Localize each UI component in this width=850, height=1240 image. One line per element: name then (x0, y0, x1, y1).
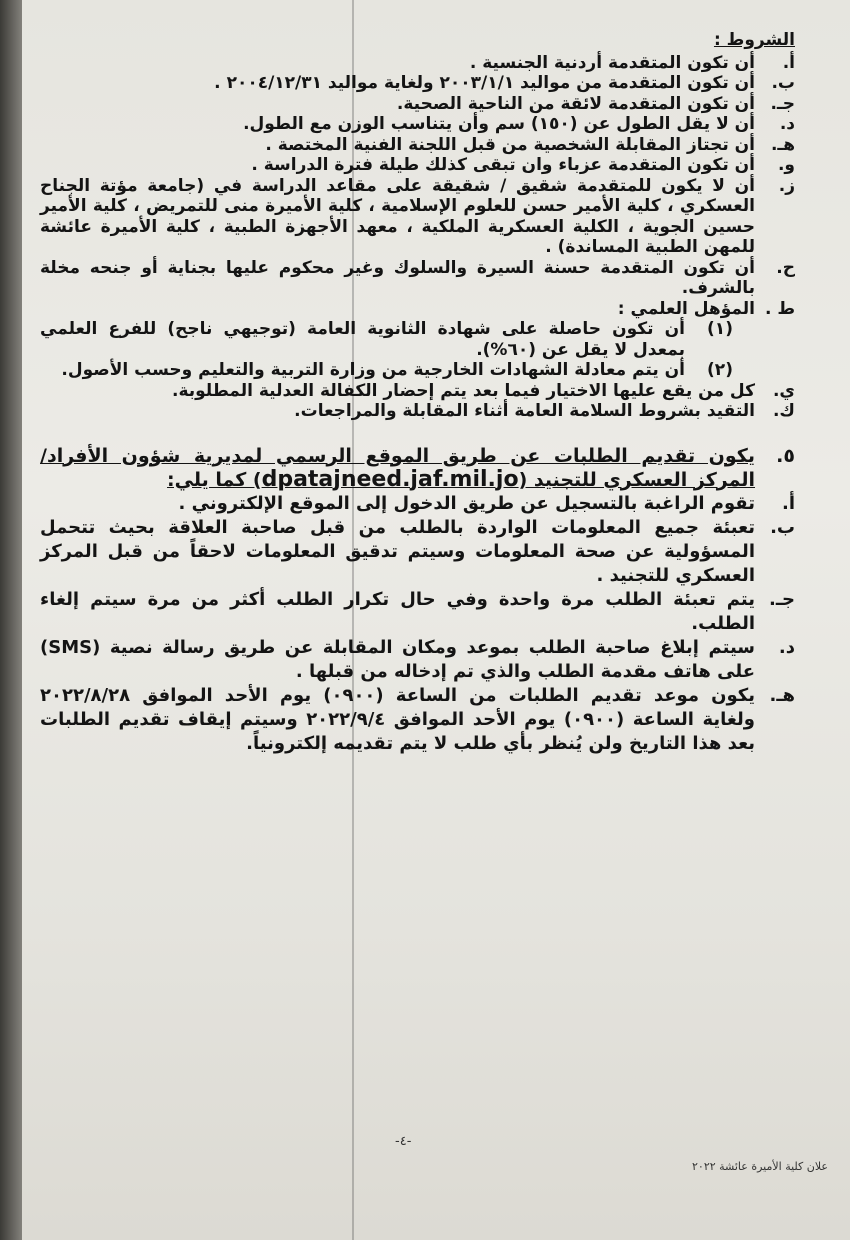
item-marker: ب. (770, 516, 795, 538)
item-marker: (٢) (707, 360, 733, 380)
item-text: أن تكون حاصلة على شهادة الثانوية العامة (توجيهي ناجح) للفرع العلمي بمعدل لا يقل عن (٦٠%). (40, 319, 685, 360)
item-marker: د. (779, 114, 795, 134)
item-text: كل من يقع عليها الاختيار فيما بعد يتم إحضار الكفالة العدلية المطلوبة. (172, 380, 755, 401)
item-marker: (١) (707, 319, 733, 339)
item-marker: أ. (781, 492, 795, 514)
condition-item (40, 114, 795, 135)
condition-item (40, 258, 795, 299)
item-marker: جـ. (770, 93, 795, 114)
qualification-item (40, 360, 755, 381)
conditions-heading: الشروط : (713, 30, 795, 50)
condition-item (40, 381, 795, 402)
qualification-item (40, 319, 755, 360)
condition-item (40, 155, 795, 176)
condition-item (40, 176, 795, 258)
item-text: أن تكون المتقدمة عزباء وان تبقى كذلك طيلة فترة الدراسة . (251, 155, 755, 175)
item-text: تقوم الراغبة بالتسجيل عن طريق الدخول إلى الموقع الإلكتروني . (178, 492, 755, 514)
item-marker: ب. (771, 73, 795, 93)
item-text: أن تكون المتقدمة لائقة من الناحية الصحية. (396, 93, 755, 114)
item-text: سيتم إبلاغ صاحبة الطلب بموعد ومكان المقابلة عن طريق رسالة نصية (SMS) على هاتف مقدمة الطلب والذي تم إدخاله من قبلها . (40, 636, 755, 682)
condition-item (40, 73, 795, 94)
item-marker: ز. (778, 175, 795, 196)
condition-item (40, 53, 795, 74)
item-marker: جـ. (769, 588, 795, 610)
item-text: أن لا يكون للمتقدمة شقيق / شقيقة على مقاعد الدراسة في (جامعة مؤتة الجناح العسكري ، كلية الأمير حسن للعلوم الإسلامية ، كلية الأميرة منى للتمريض ، كلية الأمير حسين الجوية ، الكلية العسكرية الملكية ، معهد الأجهزة الطبية ، كلية الأميرة عائشة للمهن الطبية المساندة) . (40, 175, 755, 257)
item-marker: هـ. (769, 684, 795, 706)
item-marker: ح. (776, 257, 795, 278)
item-marker: و. (777, 155, 795, 175)
website-url[interactable]: dpatajneed.jaf.mil.jo (261, 466, 519, 492)
item-text: أن يتم معادلة الشهادات الخارجية من وزارة التربية والتعليم وحسب الأصول. (61, 360, 685, 380)
application-step (40, 684, 795, 756)
item-marker: د. (778, 636, 795, 658)
item-text: المؤهل العلمي : (617, 298, 755, 319)
document-body (40, 30, 795, 756)
item-text: أن لا يقل الطول عن (١٥٠) سم وأن يتناسب الوزن مع الطول. (243, 114, 755, 134)
application-step (40, 588, 795, 636)
item-text: أن تجتاز المقابلة الشخصية من قبل اللجنة الفنية المختصة . (265, 134, 755, 155)
item-text: يتم تعبئة الطلب مرة واحدة وفي حال تكرار الطلب أكثر من مرة سيتم إلغاء الطلب. (40, 588, 755, 634)
section-5 (40, 444, 795, 756)
section-heading-suffix: ) كما يلي: (167, 468, 262, 491)
item-marker: هـ. (770, 134, 795, 155)
page-number: -٤- (395, 1134, 412, 1149)
section-heading-text: يكون تقديم الطلبات عن طريق الموقع الرسمي لمديرية شؤون الأفراد/ المركز العسكري للتجنيد ( (40, 444, 755, 491)
condition-item (40, 401, 795, 422)
item-text: أن تكون المتقدمة حسنة السيرة والسلوك وغير محكوم عليها بجناية أو جنحه مخلة بالشرف. (40, 257, 755, 298)
section-number: ٥. (776, 444, 795, 467)
item-text: التقيد بشروط السلامة العامة أثناء المقابلة والمراجعات. (294, 401, 755, 421)
footer-note: علان كلية الأميرة عائشة ٢٠٢٢ (692, 1160, 828, 1173)
section-5-heading (40, 444, 795, 492)
item-text: يكون موعد تقديم الطلبات من الساعة (٠٩٠٠) يوم الأحد الموافق ٢٠٢٢/٨/٢٨ ولغاية الساعة (٠٩٠٠) يوم الأحد الموافق ٢٠٢٢/٩/٤ وسيتم إيقاف تقديم الطلبات بعد هذا التاريخ ولن يُنظر بأي طلب لا يتم تقديمه إلكترونياً. (40, 684, 755, 754)
condition-item (40, 135, 795, 156)
item-marker: ط . (764, 298, 795, 319)
item-text: أن تكون المتقدمة من مواليد ٢٠٠٣/١/١ ولغاية مواليد ٢٠٠٤/١٢/٣١ . (214, 73, 755, 93)
condition-item (40, 94, 795, 115)
section-5-items (40, 492, 795, 756)
application-step (40, 516, 795, 588)
item-text: أن تكون المتقدمة أردنية الجنسية . (469, 52, 755, 73)
item-marker: ك. (772, 401, 795, 421)
item-marker: ي. (772, 380, 795, 401)
item-text: تعبئة جميع المعلومات الواردة بالطلب من قبل صاحبة العلاقة بحيث تتحمل المسؤولية عن صحة المعلومات وسيتم تدقيق المعلومات لاحقاً من قبل المركز العسكري للتجنيد . (40, 516, 755, 586)
application-step (40, 636, 795, 684)
item-marker: أ. (782, 52, 795, 73)
application-step (40, 492, 795, 516)
condition-item (40, 299, 795, 320)
